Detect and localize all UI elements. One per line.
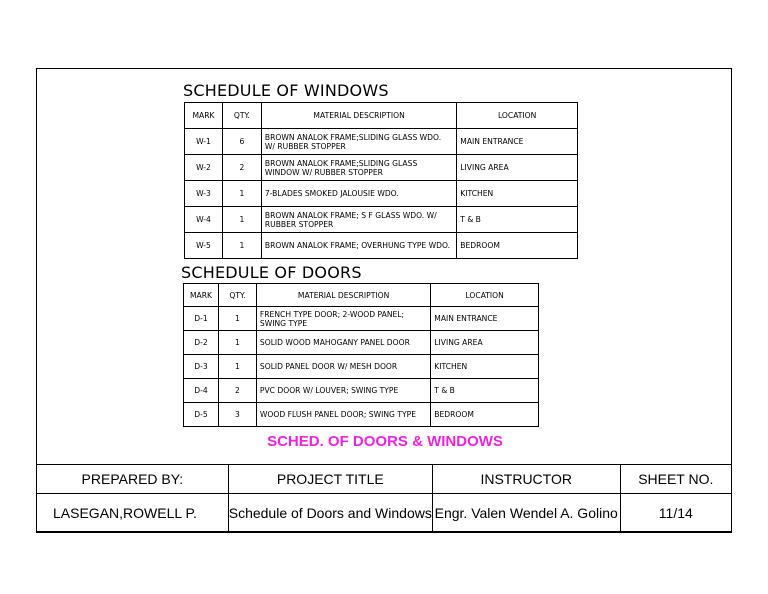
table-header-row <box>184 284 539 307</box>
row-mark: W-2 <box>185 155 223 181</box>
windows-schedule-title: SCHEDULE OF WINDOWS <box>183 81 389 100</box>
sheet-caption: SCHED. OF DOORS & WINDOWS <box>267 433 503 450</box>
instructor-label: INSTRUCTOR <box>432 465 620 494</box>
prepared-by-label: PREPARED BY: <box>37 465 229 494</box>
header-mark: MARK <box>185 103 223 129</box>
row-description: SOLID WOOD MAHOGANY PANEL DOOR <box>256 331 430 355</box>
table-row <box>184 331 539 355</box>
row-description: 7-BLADES SMOKED JALOUSIE WDO. <box>261 181 456 207</box>
windows-schedule-table <box>184 102 578 259</box>
row-description: BROWN ANALOK FRAME; OVERHUNG TYPE WDO. <box>261 233 456 259</box>
row-location: MAIN ENTRANCE <box>431 307 539 331</box>
row-location: LIVING AREA <box>457 155 578 181</box>
row-location: KITCHEN <box>457 181 578 207</box>
row-description: BROWN ANALOK FRAME;SLIDING GLASS WDO. W/ RUBBER STOPPER <box>261 129 456 155</box>
prepared-by-value: LASEGAN,ROWELL P. <box>37 494 229 533</box>
title-block-header-row <box>37 465 732 494</box>
row-mark: D-4 <box>184 379 219 403</box>
table-row <box>185 129 578 155</box>
row-qty: 3 <box>218 403 256 427</box>
header-location: LOCATION <box>431 284 539 307</box>
row-description: FRENCH TYPE DOOR; 2-WOOD PANEL; SWING TYPE <box>256 307 430 331</box>
project-title-value: Schedule of Doors and Windows <box>228 494 432 533</box>
row-mark: D-3 <box>184 355 219 379</box>
sheet-no-label: SHEET NO. <box>620 465 731 494</box>
row-qty: 1 <box>222 207 261 233</box>
row-mark: D-2 <box>184 331 219 355</box>
row-location: LIVING AREA <box>431 331 539 355</box>
row-mark: W-4 <box>185 207 223 233</box>
doors-schedule-title: SCHEDULE OF DOORS <box>181 263 362 282</box>
table-row <box>185 181 578 207</box>
row-mark: W-3 <box>185 181 223 207</box>
table-row <box>185 155 578 181</box>
row-location: MAIN ENTRANCE <box>457 129 578 155</box>
instructor-value: Engr. Valen Wendel A. Golino <box>432 494 620 533</box>
row-qty: 1 <box>218 331 256 355</box>
row-location: KITCHEN <box>431 355 539 379</box>
sheet-no-value: 11/14 <box>620 494 731 533</box>
row-mark: W-1 <box>185 129 223 155</box>
table-row <box>184 307 539 331</box>
row-qty: 1 <box>218 307 256 331</box>
row-description: SOLID PANEL DOOR W/ MESH DOOR <box>256 355 430 379</box>
row-description: BROWN ANALOK FRAME; S F GLASS WDO. W/ RUBBER STOPPER <box>261 207 456 233</box>
row-description: WOOD FLUSH PANEL DOOR; SWING TYPE <box>256 403 430 427</box>
project-title-label: PROJECT TITLE <box>228 465 432 494</box>
header-qty: QTY. <box>218 284 256 307</box>
header-mark: MARK <box>184 284 219 307</box>
header-qty: QTY. <box>222 103 261 129</box>
row-qty: 6 <box>222 129 261 155</box>
row-description: BROWN ANALOK FRAME;SLIDING GLASS WINDOW W/ RUBBER STOPPER <box>261 155 456 181</box>
row-location: BEDROOM <box>431 403 539 427</box>
header-location: LOCATION <box>457 103 578 129</box>
title-block-value-row <box>37 494 732 533</box>
row-description: PVC DOOR W/ LOUVER; SWING TYPE <box>256 379 430 403</box>
row-qty: 2 <box>218 379 256 403</box>
title-block <box>36 464 732 533</box>
row-mark: D-5 <box>184 403 219 427</box>
table-row <box>184 355 539 379</box>
row-mark: W-5 <box>185 233 223 259</box>
row-qty: 1 <box>222 181 261 207</box>
drawing-sheet <box>36 68 732 532</box>
table-header-row <box>185 103 578 129</box>
table-row <box>185 207 578 233</box>
row-location: BEDROOM <box>457 233 578 259</box>
table-row <box>184 379 539 403</box>
row-qty: 1 <box>222 233 261 259</box>
row-location: T & B <box>431 379 539 403</box>
row-qty: 1 <box>218 355 256 379</box>
row-mark: D-1 <box>184 307 219 331</box>
table-row <box>185 233 578 259</box>
header-description: MATERIAL DESCRIPTION <box>261 103 456 129</box>
doors-schedule-table <box>183 283 539 427</box>
table-row <box>184 403 539 427</box>
row-location: T & B <box>457 207 578 233</box>
header-description: MATERIAL DESCRIPTION <box>256 284 430 307</box>
row-qty: 2 <box>222 155 261 181</box>
